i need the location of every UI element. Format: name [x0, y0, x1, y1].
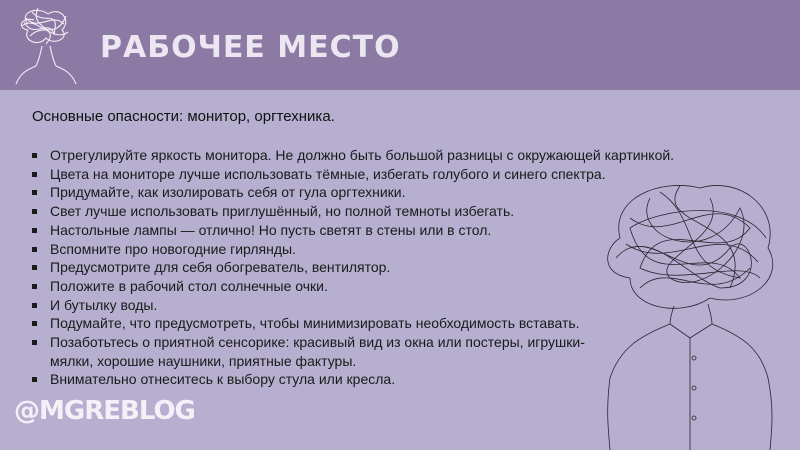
tip-item: Свет лучше использовать приглушённый, но полной темноты избегать. — [30, 202, 750, 221]
tip-item: Позаботьтесь о приятной сенсорике: красивый вид из окна или постеры, игрушки-мялки, хорошие наушники, приятные фактуры. — [30, 333, 610, 370]
tip-item: Настольные лампы — отлично! Но пусть светят в стены или в стол. — [30, 221, 750, 240]
tip-item: Вспомните про новогодние гирлянды. — [30, 240, 750, 259]
header-banner — [0, 0, 800, 90]
tip-item: Цвета на мониторе лучше использовать тёмные, избегать голубого и синего спектра. — [30, 165, 750, 184]
tip-item: Предусмотрите для себя обогреватель, вентилятор. — [30, 258, 750, 277]
tip-item: Придумайте, как изолировать себя от гула оргтехники. — [30, 183, 750, 202]
tip-item: И бутылку воды. — [30, 296, 750, 315]
tangled-head-person-illustration-icon — [590, 178, 790, 450]
page-title: РАБОЧЕЕ МЕСТО — [100, 30, 401, 65]
tangled-head-logo-icon — [8, 4, 78, 86]
tip-item: Положите в рабочий стол солнечные очки. — [30, 277, 750, 296]
blog-handle: @MGREBLOG — [14, 396, 195, 426]
tip-item: Внимательно отнеситесь к выбору стула или кресла. — [30, 370, 750, 389]
tip-item: Отрегулируйте яркость монитора. Не должно быть большой разницы с окружающей картинкой. — [30, 146, 750, 165]
tip-item: Подумайте, что предусмотреть, чтобы минимизировать необходимость вставать. — [30, 314, 750, 333]
dangers-subtitle: Основные опасности: монитор, оргтехника. — [32, 108, 335, 125]
